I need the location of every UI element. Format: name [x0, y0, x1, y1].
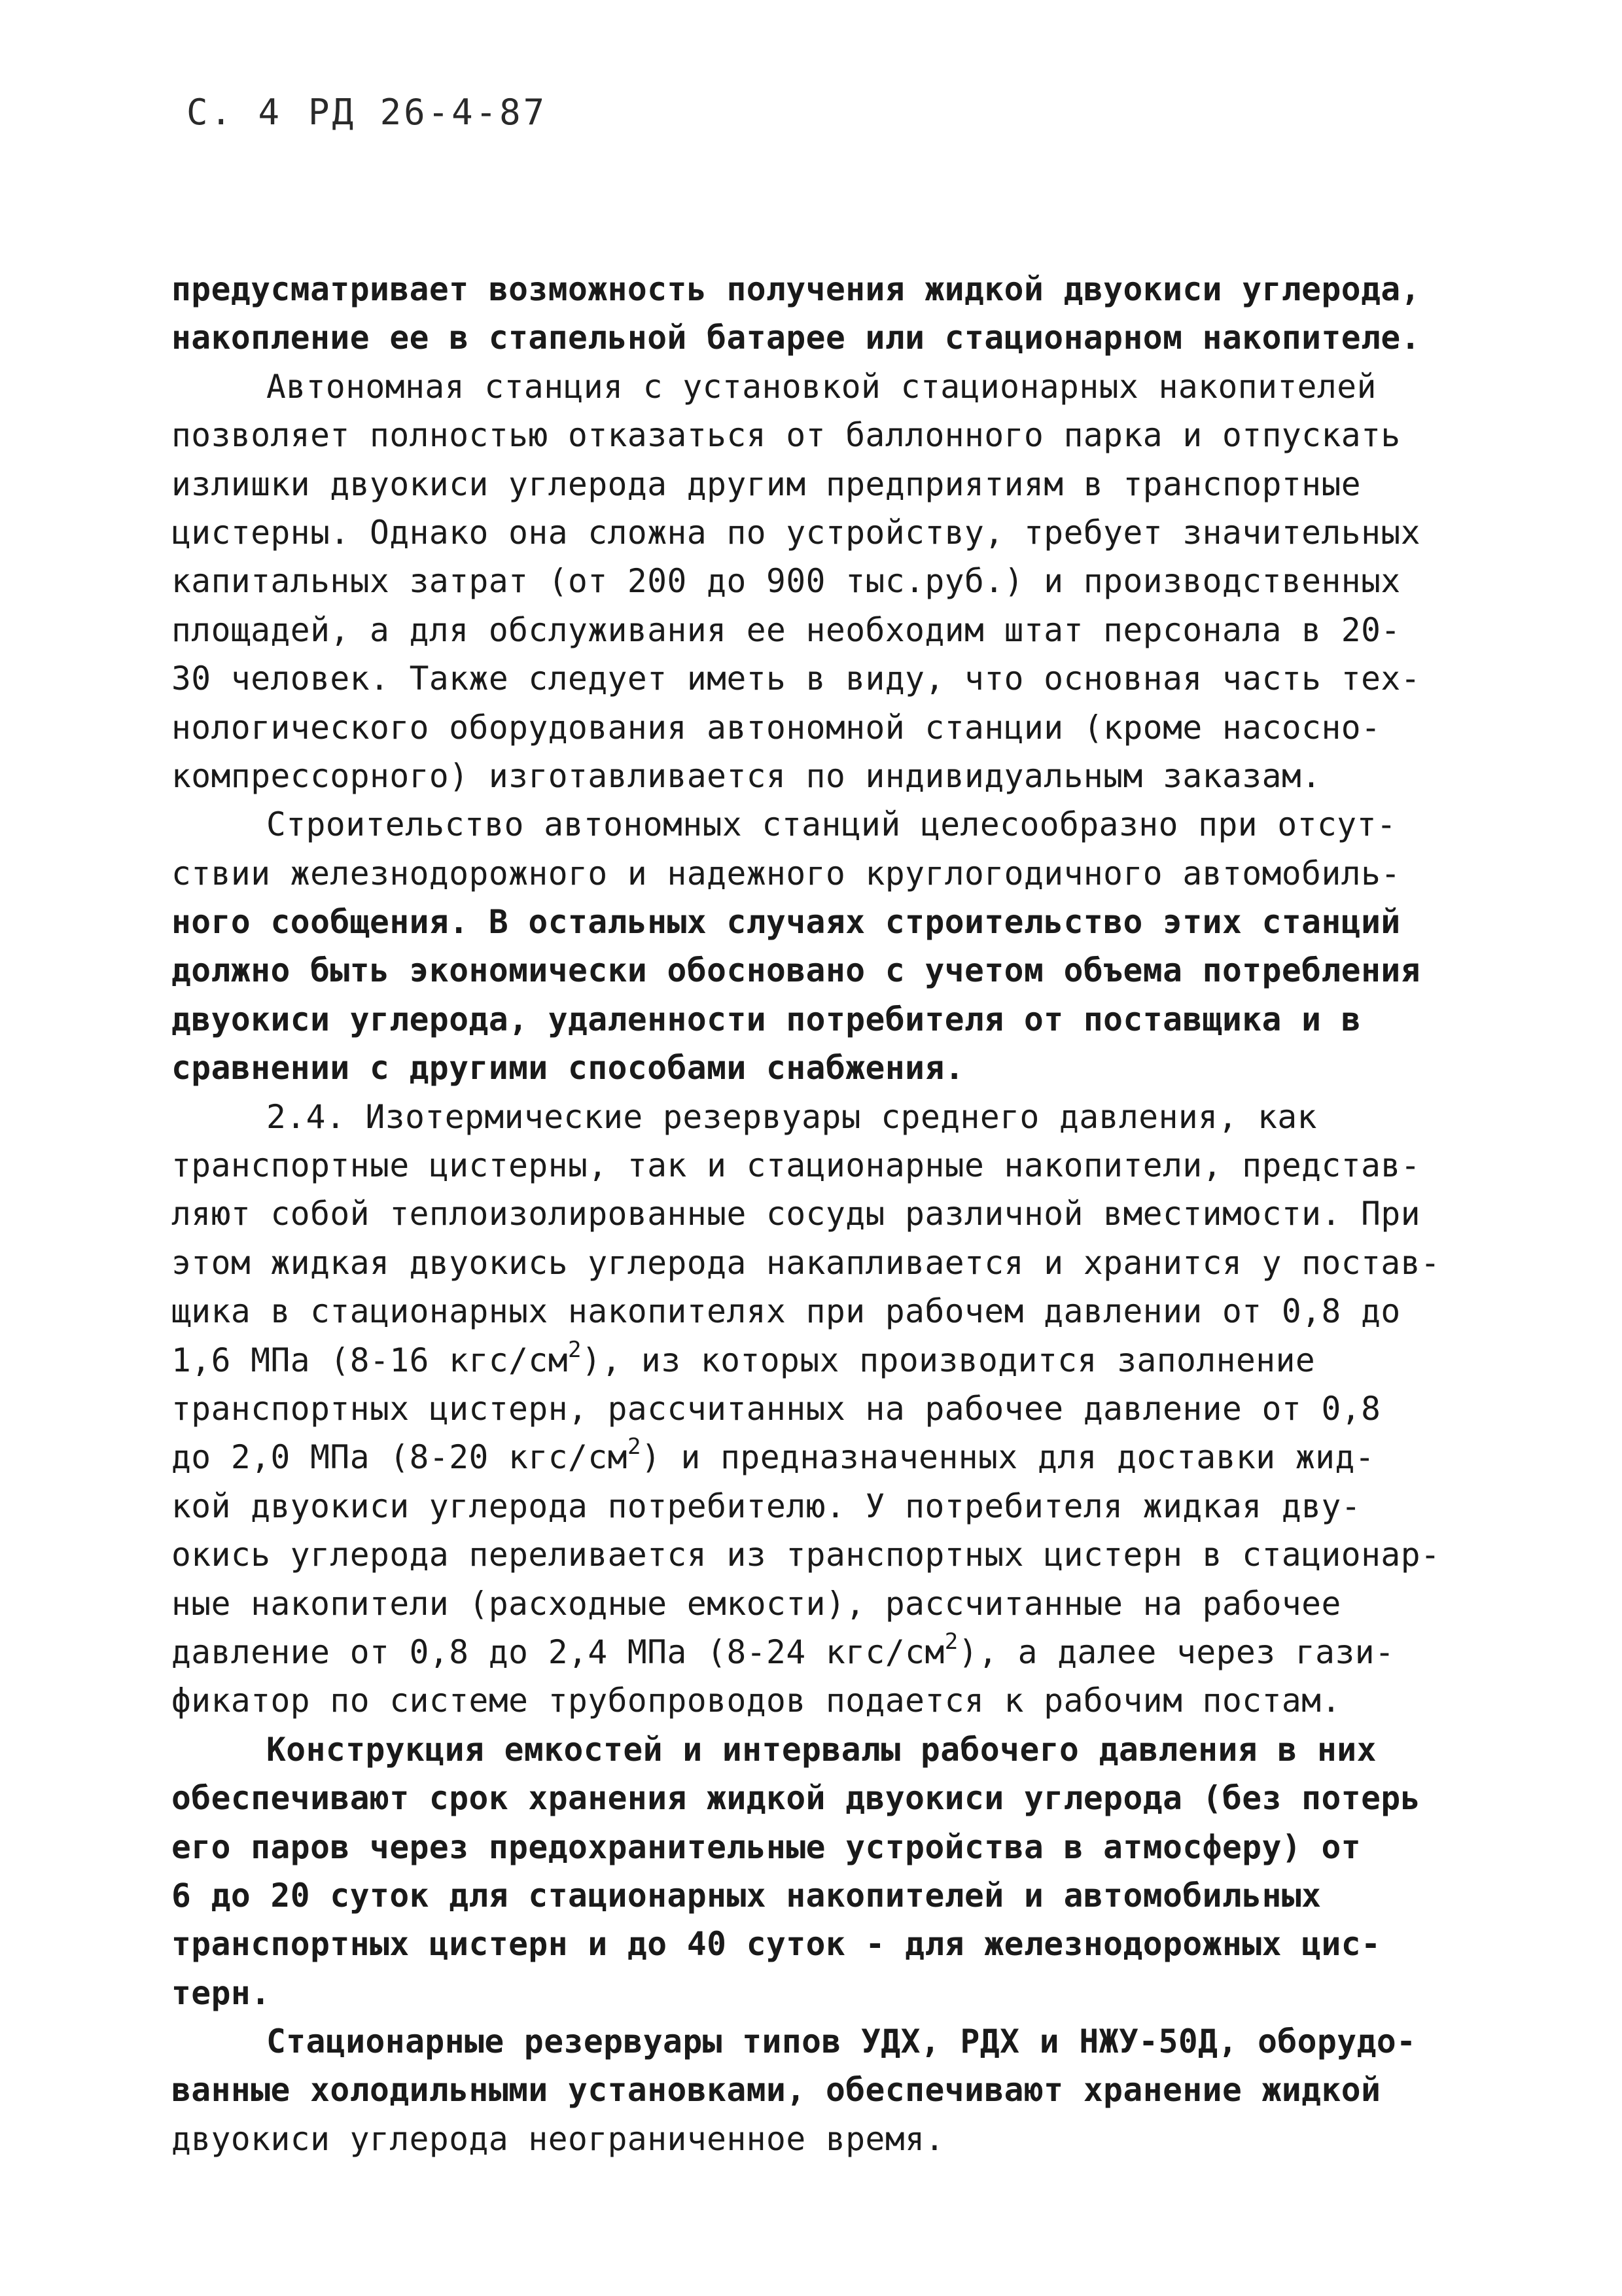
text-line-content: ванные холодильными установками, обеспечивают хранение жидкой — [171, 2071, 1381, 2110]
text-line — [171, 362, 1480, 411]
text-line — [171, 1141, 1480, 1190]
text-line-content: фикатор по системе трубопроводов подается к рабочим постам. — [171, 1682, 1341, 1720]
text-line — [171, 1287, 1480, 1335]
text-line — [171, 1385, 1480, 1433]
body-text — [171, 265, 1480, 2163]
text-line — [171, 1239, 1480, 1287]
text-line — [171, 1920, 1480, 1968]
text-line-content: 2.4. Изотермические резервуары среднего давления, как — [266, 1097, 1317, 1136]
text-line — [171, 1628, 1480, 1676]
text-line-content: Стационарные резервуары типов УДХ, РДХ и НЖУ-50Д, оборудо- — [266, 2022, 1417, 2061]
text-line-content: транспортных цистерн и до 40 суток - для железнодорожных цис- — [171, 1925, 1381, 1964]
text-line — [171, 1774, 1480, 1822]
text-line — [171, 557, 1480, 605]
text-line-content: ляют собой теплоизолированные сосуды различной вместимости. При — [171, 1195, 1420, 1233]
text-line — [171, 898, 1480, 946]
text-line-content: позволяет полностью отказаться от баллонного парка и отпускать — [171, 416, 1401, 455]
text-line — [171, 1044, 1480, 1092]
text-line-content: до 2,0 МПа (8-20 кгс/см — [171, 1438, 627, 1477]
text-line-content: ные накопители (расходные емкости), рассчитанные на рабочее — [171, 1584, 1341, 1623]
page-number: С. 4 — [186, 92, 283, 133]
text-line-content: сравнении с другими способами снабжения. — [171, 1049, 965, 1087]
text-line — [171, 1530, 1480, 1579]
text-line-content: Автономная станция с установкой стационарных накопителей — [266, 367, 1377, 406]
page-header — [186, 92, 547, 133]
text-line-content: накопление ее в стапельной батарее или стационарном накопителе. — [171, 319, 1420, 357]
text-line-content: окись углерода переливается из транспортных цистерн в стационар- — [171, 1536, 1441, 1574]
text-line-content: терн. — [171, 1973, 271, 2012]
superscript: 2 — [944, 1628, 959, 1655]
superscript: 2 — [568, 1336, 582, 1363]
text-line — [171, 2115, 1480, 2163]
text-line-content: должно быть экономически обосновано с учетом объема потребления — [171, 951, 1420, 990]
text-line-content: 1,6 МПа (8-16 кгс/см — [171, 1341, 569, 1379]
text-line-content: щика в стационарных накопителях при рабочем давлении от 0,8 до — [171, 1292, 1401, 1331]
text-line — [171, 1823, 1480, 1871]
text-line-content: цистерны. Однако она сложна по устройству, требует значительных — [171, 513, 1420, 552]
text-line — [171, 849, 1480, 898]
text-line — [171, 703, 1480, 752]
text-line-content: Строительство автономных станций целесообразно при отсут- — [266, 805, 1397, 844]
text-line — [171, 1482, 1480, 1530]
text-line-content: излишки двуокиси углерода другим предприятиям в транспортные — [171, 465, 1362, 503]
text-line — [171, 1580, 1480, 1628]
text-line-content: кой двуокиси углерода потребителю. У потребителя жидкая дву- — [171, 1487, 1362, 1525]
text-line-continuation: ) и предназначенных для доставки жид- — [641, 1438, 1375, 1477]
text-line-continuation: ), из которых производится заполнение — [582, 1341, 1316, 1379]
superscript: 2 — [627, 1434, 641, 1460]
text-line — [171, 1676, 1480, 1725]
text-line — [171, 2017, 1480, 2066]
text-line — [171, 752, 1480, 800]
text-line-continuation: ), а далее через гази- — [958, 1633, 1395, 1671]
text-line-content: ного сообщения. В остальных случаях строительство этих станций — [171, 903, 1401, 942]
text-line-content: двуокиси углерода, удаленности потребителя от поставщика и в — [171, 1000, 1362, 1038]
text-line — [171, 1871, 1480, 1920]
text-line — [171, 411, 1480, 459]
text-line-content: площадей, а для обслуживания ее необходим штат персонала в 20- — [171, 610, 1401, 649]
text-line-content: нологического оборудования автономной станции (кроме насосно- — [171, 708, 1381, 747]
text-line — [171, 460, 1480, 508]
text-line — [171, 313, 1480, 362]
text-line-content: предусматривает возможность получения жидкой двуокиси углерода, — [171, 270, 1420, 308]
text-line — [171, 1093, 1480, 1141]
text-line-content: транспортных цистерн, рассчитанных на рабочее давление от 0,8 — [171, 1389, 1381, 1428]
text-line — [171, 265, 1480, 313]
text-line — [171, 946, 1480, 995]
text-line — [171, 995, 1480, 1044]
text-line — [171, 1336, 1480, 1385]
text-line — [171, 606, 1480, 654]
text-line — [171, 1433, 1480, 1481]
text-line — [171, 800, 1480, 849]
text-line — [171, 654, 1480, 703]
text-line — [171, 1190, 1480, 1238]
text-line — [171, 1969, 1480, 2017]
text-line — [171, 508, 1480, 557]
text-line — [171, 1725, 1480, 1774]
text-line-content: давление от 0,8 до 2,4 МПа (8-24 кгс/см — [171, 1633, 945, 1671]
text-line-content: двуокиси углерода неограниченное время. — [171, 2119, 945, 2158]
text-line-content: транспортные цистерны, так и стационарные накопители, представ- — [171, 1146, 1420, 1185]
text-line-content: ствии железнодорожного и надежного круглогодичного автомобиль- — [171, 854, 1401, 892]
text-line-content: компрессорного) изготавливается по индивидуальным заказам. — [171, 756, 1322, 795]
text-line-content: его паров через предохранительные устройства в атмосферу) от — [171, 1828, 1362, 1866]
text-line-content: обеспечивают срок хранения жидкой двуокиси углерода (без потерь — [171, 1779, 1420, 1818]
text-line-content: капитальных затрат (от 200 до 900 тыс.руб.) и производственных — [171, 562, 1401, 601]
document-code: РД 26-4-87 — [308, 92, 548, 133]
text-line — [171, 2066, 1480, 2114]
text-line-content: Конструкция емкостей и интервалы рабочего давления в них — [266, 1730, 1377, 1769]
text-line-content: этом жидкая двуокись углерода накапливается и хранится у постав- — [171, 1243, 1441, 1282]
text-line-content: 6 до 20 суток для стационарных накопителей и автомобильных — [171, 1876, 1322, 1915]
text-line-content: 30 человек. Также следует иметь в виду, что основная часть тех- — [171, 660, 1420, 698]
